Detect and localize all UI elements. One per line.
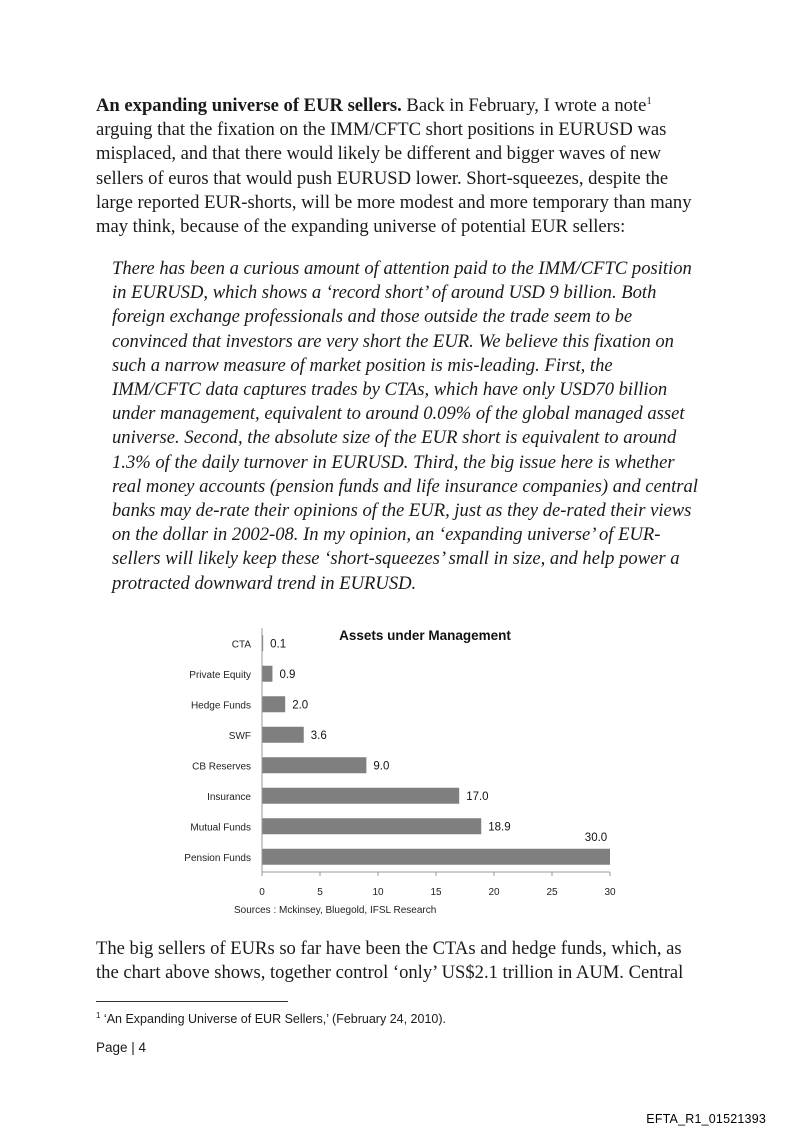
data-label: 30.0 bbox=[584, 831, 608, 844]
footnote-divider bbox=[96, 1001, 288, 1002]
aum-bar-chart bbox=[176, 624, 626, 918]
data-label: 0.9 bbox=[279, 668, 296, 681]
x-tick-label: 10 bbox=[372, 887, 384, 898]
category-label: Insurance bbox=[207, 791, 251, 803]
data-label: 18.9 bbox=[488, 821, 511, 834]
category-label: Mutual Funds bbox=[190, 822, 251, 834]
x-tick-label: 5 bbox=[317, 887, 323, 898]
data-bar bbox=[262, 666, 272, 682]
data-label: 17.0 bbox=[466, 790, 489, 803]
category-label: Private Equity bbox=[189, 669, 251, 681]
data-label: 0.1 bbox=[270, 638, 287, 651]
block-quote: There has been a curious amount of attention paid to the IMM/CFTC position in EURUSD, which shows a ‘record short’ of around USD 9 billion. Both foreign exchange professionals and those outside the trade seem to be convinced that investors are very short the EUR. We believe this fixation on such a narrow measure of market position is mis-leading. First, the IMM/CFTC data captures trades by CTAs, which have only USD70 billion under management, equivalent to around 0.09% of the global managed asset universe. Second, the absolute size of the EUR short is equivalent to around 1.3% of the daily turnover in EURUSD. Third, the big issue here is whether real money accounts (pension funds and life insurance companies) and central banks may de-rate their opinions of the EUR, just as they de-rated their views on the dollar in 2002-08. In my opinion, an ‘expanding universe’ of EUR-sellers will likely keep these ‘short-squeezes’ small in size, and help power a protracted downward trend in EURUSD. bbox=[112, 258, 698, 594]
data-bar bbox=[262, 696, 285, 712]
document-id: EFTA_R1_01521393 bbox=[646, 1112, 766, 1126]
footnote-text: ‘An Expanding Universe of EUR Sellers,’ (February 24, 2010). bbox=[100, 1012, 446, 1026]
x-tick-label: 20 bbox=[488, 887, 500, 898]
category-label: CB Reserves bbox=[192, 761, 251, 773]
data-bar bbox=[262, 757, 366, 773]
x-tick-label: 25 bbox=[546, 887, 558, 898]
footnote bbox=[96, 1012, 446, 1026]
category-label: Hedge Funds bbox=[190, 700, 251, 712]
category-label: CTA bbox=[231, 639, 251, 651]
closing-paragraph: The big sellers of EURs so far have been the CTAs and hedge funds, which, as the chart above shows, together control ‘only’ US$2.1 trillion in AUM. Central bbox=[96, 938, 684, 984]
data-bar bbox=[262, 849, 610, 865]
intro-body-start: Back in February, I wrote a note bbox=[401, 95, 647, 116]
data-label: 3.6 bbox=[310, 729, 327, 742]
footnote-reference: 1 bbox=[646, 95, 652, 107]
category-label: SWF bbox=[228, 730, 251, 742]
data-bar bbox=[262, 788, 459, 804]
data-label: 2.0 bbox=[292, 699, 309, 712]
chart-title: Assets under Management bbox=[339, 628, 511, 643]
chart-svg bbox=[176, 624, 626, 918]
footnote-number: 1 bbox=[96, 1011, 101, 1020]
data-bar bbox=[262, 727, 304, 743]
section-heading: An expanding universe of EUR sellers. bbox=[96, 95, 402, 116]
chart-source: Sources : Mckinsey, Bluegold, IFSL Research bbox=[234, 905, 437, 916]
x-tick-label: 15 bbox=[430, 887, 442, 898]
intro-paragraph bbox=[96, 94, 708, 239]
x-tick-label: 30 bbox=[604, 887, 616, 898]
page-number: Page | 4 bbox=[96, 1040, 147, 1055]
category-label: Pension Funds bbox=[184, 852, 251, 864]
data-bar bbox=[262, 818, 481, 834]
data-label: 9.0 bbox=[373, 760, 390, 773]
intro-body-end: arguing that the fixation on the IMM/CFTC short positions in EURUSD was misplaced, and that there would likely be different and bigger waves of new sellers of euros that would push EURUSD lower. Short-squeezes, despite the large reported EUR-shorts, will be more modest and more temporary than many may think, because of the expanding universe of potential EUR sellers: bbox=[96, 119, 692, 238]
x-tick-label: 0 bbox=[259, 887, 265, 898]
